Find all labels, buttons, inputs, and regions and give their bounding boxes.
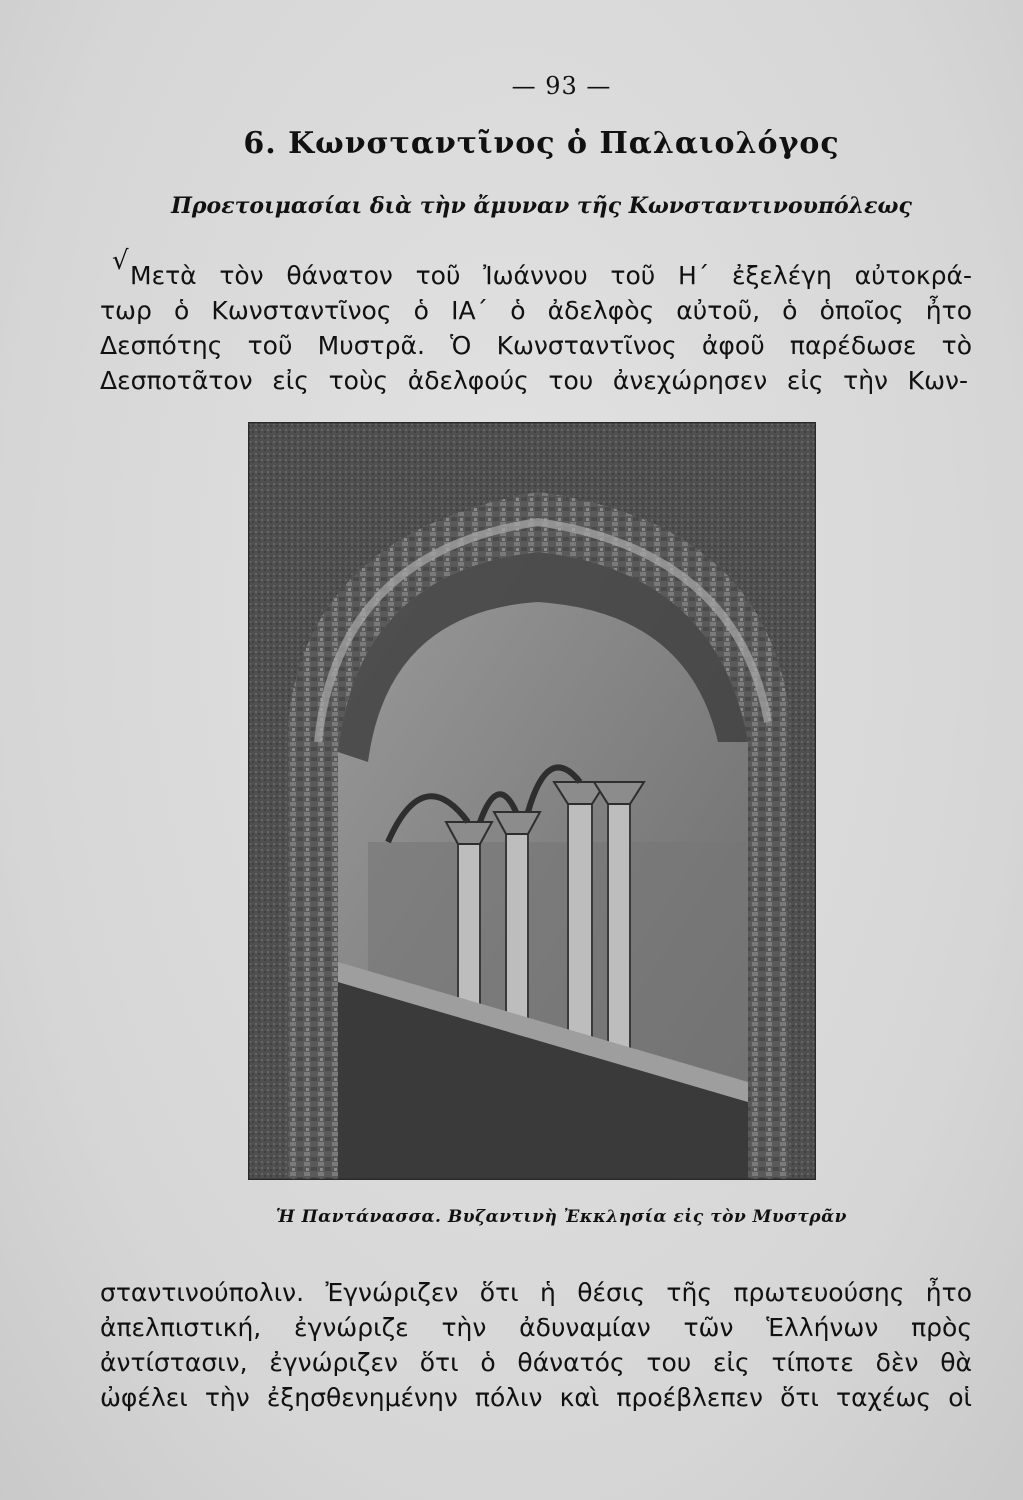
figure-caption: Ἡ Παντάνασσα. Βυζαντινὴ Ἐκκλησία εἰς τὸν Μυστρᾶν	[276, 1207, 847, 1227]
section-title: Προετοιμασίαι διὰ τὴν ἄμυναν τῆς Κωνσταντινουπόλεως	[171, 193, 912, 219]
arched-portico-illustration	[248, 422, 816, 1180]
margin-check-mark: √	[112, 246, 129, 276]
text-line: ἀπελπιστική, ἐγνώριζε τὴν ἀδυναμίαν τῶν Ἑλλήνων πρὸς	[100, 1313, 972, 1342]
paragraph-intro	[100, 258, 972, 398]
text-line: Δεσποτᾶτον εἰς τοὺς ἀδελφούς του ἀνεχώρησεν εἰς τὴν Κων-	[100, 366, 968, 395]
text-line: ἀντίστασιν, ἐγνώριζεν ὅτι ὁ θάνατός του εἰς τίποτε δὲν θὰ	[100, 1348, 972, 1377]
paragraph-continued	[100, 1275, 972, 1415]
chapter-title: 6. Κωνσταντῖνος ὁ Παλαιολόγος	[243, 126, 840, 161]
text-line: τωρ ὁ Κωνσταντῖνος ὁ ΙΑ΄ ὁ ἀδελφὸς αὐτοῦ, ὁ ὁποῖος ἦτο	[100, 296, 972, 325]
text-line: Μετὰ τὸν θάνατον τοῦ Ἰωάννου τοῦ Η΄ ἐξελέγη αὐτοκρά-	[130, 261, 972, 290]
text-line: ὠφέλει τὴν ἐξησθενημένην πόλιν καὶ προέβλεπεν ὅτι ταχέως οἱ	[100, 1383, 972, 1412]
text-line: σταντινούπολιν. Ἐγνώριζεν ὅτι ἡ θέσις τῆς πρωτευούσης ἦτο	[100, 1278, 972, 1307]
church-photograph	[248, 422, 816, 1180]
text-line: Δεσπότης τοῦ Μυστρᾶ. Ὁ Κωνσταντῖνος ἀφοῦ παρέδωσε τὸ	[100, 331, 972, 360]
page-number: — 93 —	[511, 72, 612, 100]
